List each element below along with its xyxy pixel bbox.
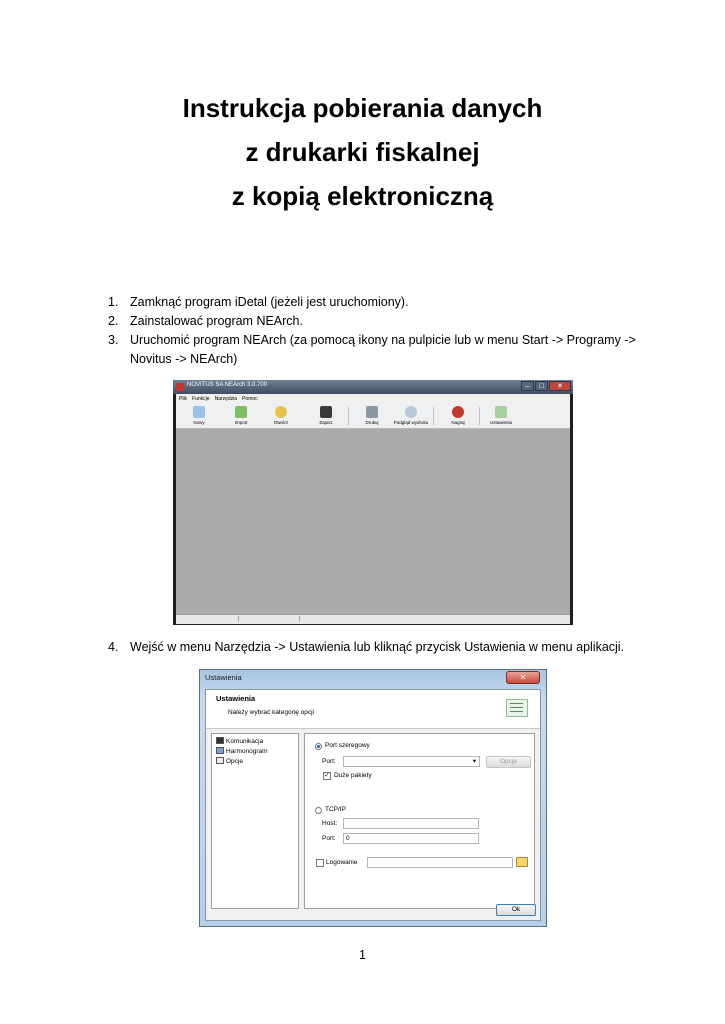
status-panel: [239, 616, 300, 622]
category-tree: [211, 733, 299, 909]
nearch-window-screenshot: [173, 380, 573, 625]
toolbar-label: Ustawienia: [489, 420, 512, 425]
communication-panel: [304, 733, 535, 909]
toolbar-import-button[interactable]: [221, 406, 261, 425]
options-icon: [216, 757, 224, 764]
document-title: [0, 86, 725, 218]
nearch-titlebar: [173, 380, 573, 394]
step-number: 1.: [108, 295, 119, 309]
title-line: z drukarki fiskalnej: [245, 137, 480, 167]
close-button[interactable]: ✕: [549, 381, 571, 391]
toolbar-label: Nagraj: [451, 420, 465, 425]
settings-header-subtitle: Należy wybrać kategorię opcji: [228, 709, 314, 716]
tcpip-radio[interactable]: [315, 807, 322, 814]
toolbar-print-preview-button[interactable]: [391, 406, 431, 425]
tcp-port-label: Port:: [322, 835, 336, 842]
toolbar-label: Podgląd wydruku: [393, 420, 429, 425]
nearch-window-title: NOVITUS SA NEArch 3.0.700: [187, 382, 268, 388]
title-line: z kopią elektroniczną: [231, 181, 494, 211]
save-disk-icon: [320, 406, 332, 418]
ok-button[interactable]: Ok: [496, 904, 536, 916]
toolbar-separator: [348, 407, 349, 425]
page-number: 1: [359, 948, 366, 962]
title-line: Instrukcja pobierania danych: [182, 93, 543, 123]
step-text: Wejść w menu Narzędzia -> Ustawienia lub kliknąć przycisk Ustawienia w menu aplikacji.: [130, 640, 625, 654]
settings-list-icon: [506, 699, 528, 717]
new-document-icon: [193, 406, 205, 418]
serial-port-label: Port szeregowy: [325, 742, 370, 749]
toolbar-label: Import: [234, 420, 248, 425]
maximize-button[interactable]: □: [535, 381, 548, 391]
open-folder-icon: [275, 406, 287, 418]
step-number: 2.: [108, 314, 119, 328]
serial-port-radio[interactable]: [315, 743, 322, 750]
settings-header-title: Ustawienia: [216, 694, 256, 703]
host-label: Host:: [322, 820, 338, 827]
host-input[interactable]: [343, 818, 479, 829]
step-item: [108, 638, 668, 657]
menu-item-plik[interactable]: Plik: [179, 396, 188, 402]
toolbar-open-button[interactable]: [261, 406, 301, 425]
browse-folder-icon[interactable]: [516, 857, 528, 867]
logging-checkbox[interactable]: [316, 859, 324, 867]
tcpip-label: TCP/IP: [325, 806, 346, 813]
window-controls: [520, 381, 571, 392]
toolbar-label: Otwórz: [273, 420, 289, 425]
settings-client-area: [205, 689, 541, 921]
step-item: [108, 331, 648, 369]
toolbar-label: Drukuj: [365, 420, 379, 425]
tree-item-komunikacja[interactable]: [216, 737, 263, 747]
nearch-statusbar: [176, 614, 570, 624]
toolbar-separator: [479, 407, 480, 425]
toolbar-label: Nowy: [193, 420, 205, 425]
serial-port-field-label: Port:: [322, 758, 336, 765]
steps-list-continued: [108, 638, 668, 657]
step-text: Zainstalować program NEArch.: [130, 314, 303, 328]
import-icon: [235, 406, 247, 418]
toolbar-record-button[interactable]: [438, 406, 478, 425]
serial-options-button[interactable]: Opcje: [486, 756, 531, 768]
large-packets-checkbox[interactable]: ✓: [324, 772, 330, 779]
settings-header: [206, 690, 540, 729]
tree-item-harmonogram[interactable]: [216, 747, 268, 757]
tree-item-label: Komunikacja: [226, 738, 264, 745]
tcp-port-input[interactable]: 0: [343, 833, 479, 844]
toolbar-separator: [433, 407, 434, 425]
toolbar-save-button[interactable]: [306, 406, 346, 425]
toolbar-settings-button[interactable]: [481, 406, 521, 425]
large-packets-label: Duże pakiety: [334, 772, 372, 779]
settings-dialog-screenshot: [199, 669, 547, 927]
nearch-workspace: [176, 429, 570, 614]
settings-icon: [495, 406, 507, 418]
steps-list: [108, 293, 648, 369]
nearch-menubar: [176, 394, 570, 404]
step-number: 3.: [108, 333, 119, 347]
step-number: 4.: [108, 640, 119, 654]
toolbar-print-button[interactable]: [352, 406, 392, 425]
minimize-button[interactable]: –: [521, 381, 534, 391]
logging-path-input[interactable]: [367, 857, 513, 868]
record-disc-icon: [452, 406, 464, 418]
tree-item-label: Opcje: [226, 758, 243, 765]
tree-item-label: Harmonogram: [226, 748, 268, 755]
tree-item-opcje[interactable]: [216, 757, 243, 767]
settings-window-title: Ustawienia: [205, 673, 242, 682]
chevron-down-icon: ▾: [472, 758, 476, 765]
status-panel: [176, 616, 239, 622]
menu-item-pomoc[interactable]: Pomoc: [242, 396, 258, 402]
nearch-toolbar: [176, 404, 570, 429]
app-icon: [176, 383, 184, 391]
communication-icon: [216, 737, 224, 744]
menu-item-funkcje[interactable]: Funkcje: [192, 396, 210, 402]
step-item: [108, 293, 648, 312]
step-text: Uruchomić program NEArch (za pomocą ikony na pulpicie lub w menu Start -> Programy -> Novitus -> NEArch): [130, 333, 636, 366]
toolbar-new-button[interactable]: [179, 406, 219, 425]
schedule-icon: [216, 747, 224, 754]
print-preview-icon: [405, 406, 417, 418]
step-text: Zamknąć program iDetal (jeżeli jest uruchomiony).: [130, 295, 409, 309]
printer-icon: [366, 406, 378, 418]
menu-item-narzedzia[interactable]: Narzędzia: [214, 396, 238, 402]
close-button[interactable]: ✕: [506, 671, 540, 684]
logging-label: Logowanie: [326, 859, 358, 866]
toolbar-label: Zapisz: [319, 420, 333, 425]
step-item: [108, 312, 648, 331]
serial-port-select[interactable]: [343, 756, 480, 767]
